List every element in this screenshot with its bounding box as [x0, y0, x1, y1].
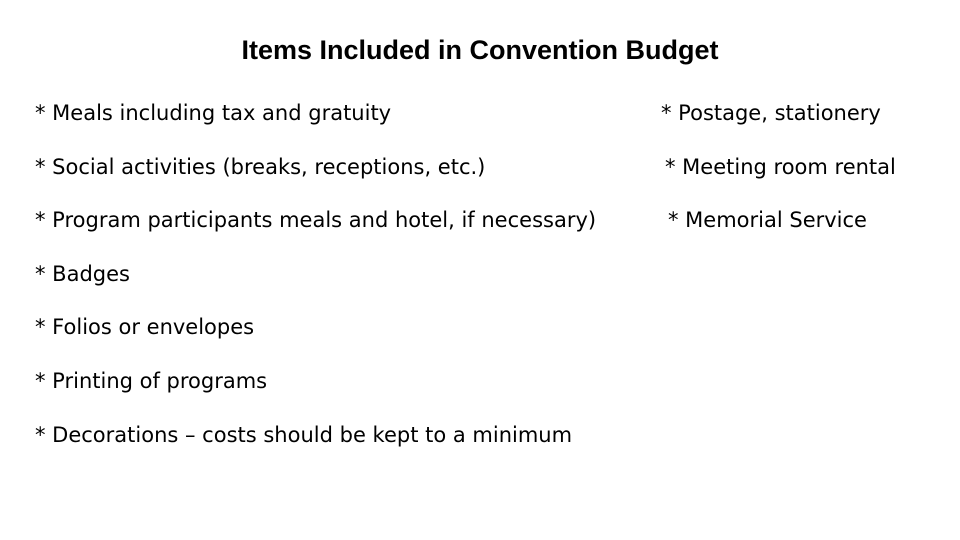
list-item-postage: * Postage, stationery [661, 101, 881, 125]
list-item-memorial-service: * Memorial Service [668, 208, 867, 232]
list-item-printing: * Printing of programs [35, 369, 268, 393]
list-item-badges: * Badges [35, 262, 130, 286]
list-item-meeting-room: * Meeting room rental [665, 155, 896, 179]
list-item-folios: * Folios or envelopes [35, 315, 255, 339]
list-item-social-activities: * Social activities (breaks, receptions, etc.) [35, 155, 486, 179]
slide-title: Items Included in Convention Budget [241, 35, 719, 65]
list-item-decorations: * Decorations – costs should be kept to a minimum [35, 423, 573, 447]
list-item-program-participants: * Program participants meals and hotel, if necessary) [35, 208, 597, 232]
list-item-meals: * Meals including tax and gratuity [35, 101, 392, 125]
